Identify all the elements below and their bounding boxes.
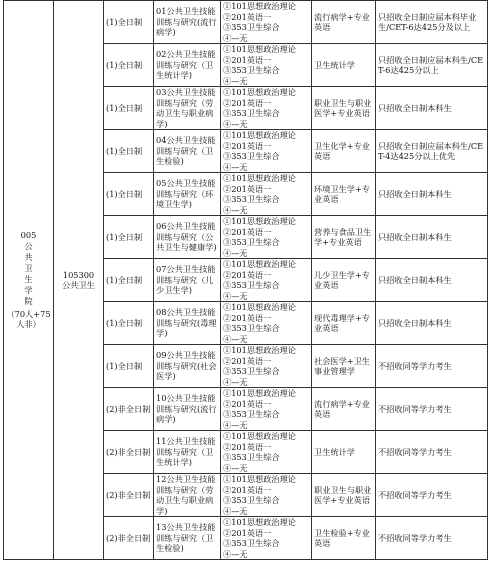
exam-subject: ②201英语一 [223, 484, 272, 495]
exam-subject: ④—无 [223, 548, 248, 559]
remarks-cell: 只招收全日制本科生 [376, 87, 488, 130]
exam-subject: ②201英语一 [223, 226, 272, 237]
exam-subject: ②201英语一 [223, 269, 272, 280]
exam-subject: ①101思想政治理论 [223, 130, 296, 140]
remarks-cell: 不招收同等学力考生 [376, 345, 488, 388]
research-direction-cell: 01公共卫生技能训练与研究(流行病学) [154, 1, 221, 44]
retest-subjects-cell: 职业卫生与职业医学+专业英语 [312, 87, 376, 130]
remarks-cell: 不招收同等学力考生 [376, 431, 488, 474]
exam-subjects-cell [221, 44, 312, 87]
study-mode-cell: (1)全日制 [104, 130, 154, 173]
remarks-cell: 不招收同等学力考生 [376, 474, 488, 517]
research-direction-cell: 05公共卫生技能训练与研究（环境卫生学) [154, 173, 221, 216]
exam-subjects-cell [221, 173, 312, 216]
exam-subject: ①101思想政治理论 [223, 388, 296, 398]
study-mode-cell: (1)全日制 [104, 87, 154, 130]
exam-subject: ②201英语一 [223, 140, 272, 151]
department-name-char: 院 [24, 295, 33, 306]
exam-subject: ②201英语一 [223, 398, 272, 409]
exam-subject: ④—无 [223, 247, 248, 258]
exam-subjects-cell [221, 388, 312, 431]
exam-subject: ②201英语一 [223, 441, 272, 452]
exam-subject: ④—无 [223, 32, 248, 43]
remarks-cell: 只招收全日制本科生 [376, 173, 488, 216]
remarks-cell: 不招收同等学力考生 [376, 517, 488, 560]
department-name-char: 卫 [24, 262, 33, 273]
study-mode-cell: (1)全日制 [104, 216, 154, 259]
exam-subject: ③353卫生综合 [223, 194, 280, 204]
enrollment-table [3, 0, 488, 560]
exam-subject: ④—无 [223, 204, 248, 215]
department-code: 005 [20, 230, 37, 241]
study-mode-cell: (1)全日制 [104, 44, 154, 87]
remarks-cell: 只招收全日制本科生 [376, 216, 488, 259]
department-name-char: 共 [24, 251, 33, 262]
exam-subject: ①101思想政治理论 [223, 1, 296, 11]
study-mode-cell: (1)全日制 [104, 302, 154, 345]
retest-subjects-cell: 社会医学+卫生事业管理学 [312, 345, 376, 388]
exam-subject: ②201英语一 [223, 355, 272, 366]
exam-subject: ③353卫生综合 [223, 495, 280, 505]
exam-subject: ④—无 [223, 161, 248, 172]
research-direction-cell: 11公共卫生技能训练与研究（卫生统计学) [154, 431, 221, 474]
study-mode-cell: (2)非全日制 [104, 517, 154, 560]
exam-subject: ①101思想政治理论 [223, 44, 296, 54]
exam-subject: ③353卫生综合 [223, 22, 280, 32]
exam-subject: ①101思想政治理论 [223, 87, 296, 97]
exam-subjects-cell [221, 216, 312, 259]
exam-subject: ③353卫生综合 [223, 280, 280, 290]
exam-subjects-cell [221, 474, 312, 517]
exam-subjects-cell [221, 130, 312, 173]
exam-subject: ①101思想政治理论 [223, 259, 296, 269]
major-cell [54, 1, 104, 560]
research-direction-cell: 06公共卫生技能训练与研究（公共卫生与健康学) [154, 216, 221, 259]
exam-subject: ④—无 [223, 118, 248, 129]
exam-subjects-cell [221, 87, 312, 130]
department-quota: （70人+75人非） [6, 308, 51, 330]
exam-subject: ②201英语一 [223, 97, 272, 108]
exam-subject: ④—无 [223, 376, 248, 387]
retest-subjects-cell: 儿少卫生学+专业英语 [312, 259, 376, 302]
exam-subject: ③353卫生综合 [223, 108, 280, 118]
exam-subjects-cell [221, 345, 312, 388]
exam-subject: ④—无 [223, 333, 248, 344]
remarks-cell: 只招收全日制应届本科毕业生/CET-6达425分及以上 [376, 1, 488, 44]
research-direction-cell: 08公共卫生技能训练与研究(毒理学) [154, 302, 221, 345]
study-mode-cell: (1)全日制 [104, 259, 154, 302]
research-direction-cell: 07公共卫生技能训练与研究（儿少卫生学) [154, 259, 221, 302]
exam-subjects-cell [221, 517, 312, 560]
study-mode-cell: (2)非全日制 [104, 431, 154, 474]
exam-subjects-cell [221, 259, 312, 302]
exam-subject: ③353卫生综合 [223, 237, 280, 247]
remarks-cell: 只招收全日制本科生 [376, 259, 488, 302]
study-mode-cell: (1)全日制 [104, 345, 154, 388]
exam-subject: ①101思想政治理论 [223, 517, 296, 527]
exam-subjects-cell [221, 302, 312, 345]
exam-subject: ④—无 [223, 75, 248, 86]
research-direction-cell: 02公共卫生技能训练与研究（卫生统计学) [154, 44, 221, 87]
study-mode-cell: (1)全日制 [104, 1, 154, 44]
retest-subjects-cell: 环境卫生学+专业英语 [312, 173, 376, 216]
exam-subject: ④—无 [223, 290, 248, 301]
research-direction-cell: 12公共卫生技能训练与研究（劳动卫生与职业病学) [154, 474, 221, 517]
remarks-cell: 只招收全日制应届本科生/CET-6达425分以上 [376, 44, 488, 87]
research-direction-cell: 04公共卫生技能训练与研究（卫生检验) [154, 130, 221, 173]
retest-subjects-cell: 卫生化学+专业英语 [312, 130, 376, 173]
major-code: 105300 [62, 269, 95, 280]
exam-subject: ②201英语一 [223, 54, 272, 65]
exam-subject: ③353卫生综合 [223, 151, 280, 161]
remarks-cell: 只招收全日制应届本科生/CET-4达425分以上优先 [376, 130, 488, 173]
exam-subject: ①101思想政治理论 [223, 302, 296, 312]
exam-subject: ①101思想政治理论 [223, 173, 296, 183]
exam-subject: ③353卫生综合 [223, 409, 280, 419]
exam-subject: ④—无 [223, 462, 248, 473]
major-name: 公共卫生 [62, 280, 95, 290]
exam-subject: ③353卫生综合 [223, 452, 280, 462]
exam-subject: ①101思想政治理论 [223, 474, 296, 484]
table-row [4, 1, 488, 44]
study-mode-cell: (1)全日制 [104, 173, 154, 216]
remarks-cell: 只招收全日制本科生 [376, 302, 488, 345]
exam-subject: ③353卫生综合 [223, 65, 280, 75]
exam-subject: ④—无 [223, 505, 248, 516]
retest-subjects-cell: 营养与食品卫生学+专业英语 [312, 216, 376, 259]
exam-subject: ③353卫生综合 [223, 366, 280, 376]
department-name-char: 学 [24, 284, 33, 295]
exam-subject: ③353卫生综合 [223, 538, 280, 548]
exam-subject: ④—无 [223, 419, 248, 430]
department-name-char: 公 [24, 240, 33, 251]
research-direction-cell: 13公共卫生技能训练与研究（卫生检验) [154, 517, 221, 560]
exam-subject: ②201英语一 [223, 183, 272, 194]
retest-subjects-cell: 现代毒理学+专业英语 [312, 302, 376, 345]
study-mode-cell: (2)非全日制 [104, 388, 154, 431]
retest-subjects-cell: 流行病学+专业英语 [312, 388, 376, 431]
exam-subject: ①101思想政治理论 [223, 345, 296, 355]
exam-subjects-cell [221, 1, 312, 44]
retest-subjects-cell: 卫生统计学 [312, 431, 376, 474]
retest-subjects-cell: 卫生统计学 [312, 44, 376, 87]
exam-subject: ③353卫生综合 [223, 323, 280, 333]
exam-subject: ②201英语一 [223, 527, 272, 538]
exam-subject: ①101思想政治理论 [223, 216, 296, 226]
exam-subject: ②201英语一 [223, 11, 272, 22]
retest-subjects-cell: 卫生检验+专业英语 [312, 517, 376, 560]
exam-subject: ②201英语一 [223, 312, 272, 323]
retest-subjects-cell: 流行病学+专业英语 [312, 1, 376, 44]
research-direction-cell: 10公共卫生技能训练与研究(流行病学) [154, 388, 221, 431]
exam-subject: ①101思想政治理论 [223, 431, 296, 441]
remarks-cell: 不招收同等学力考生 [376, 388, 488, 431]
exam-subjects-cell [221, 431, 312, 474]
department-name-char: 生 [24, 273, 33, 284]
research-direction-cell: 03公共卫生技能训练与研究（劳动卫生与职业病学) [154, 87, 221, 130]
department-cell [4, 1, 54, 560]
table-body [4, 1, 488, 560]
retest-subjects-cell: 职业卫生与职业医学+专业英语 [312, 474, 376, 517]
research-direction-cell: 09公共卫生技能训练与研究(社会医学) [154, 345, 221, 388]
study-mode-cell: (2)非全日制 [104, 474, 154, 517]
